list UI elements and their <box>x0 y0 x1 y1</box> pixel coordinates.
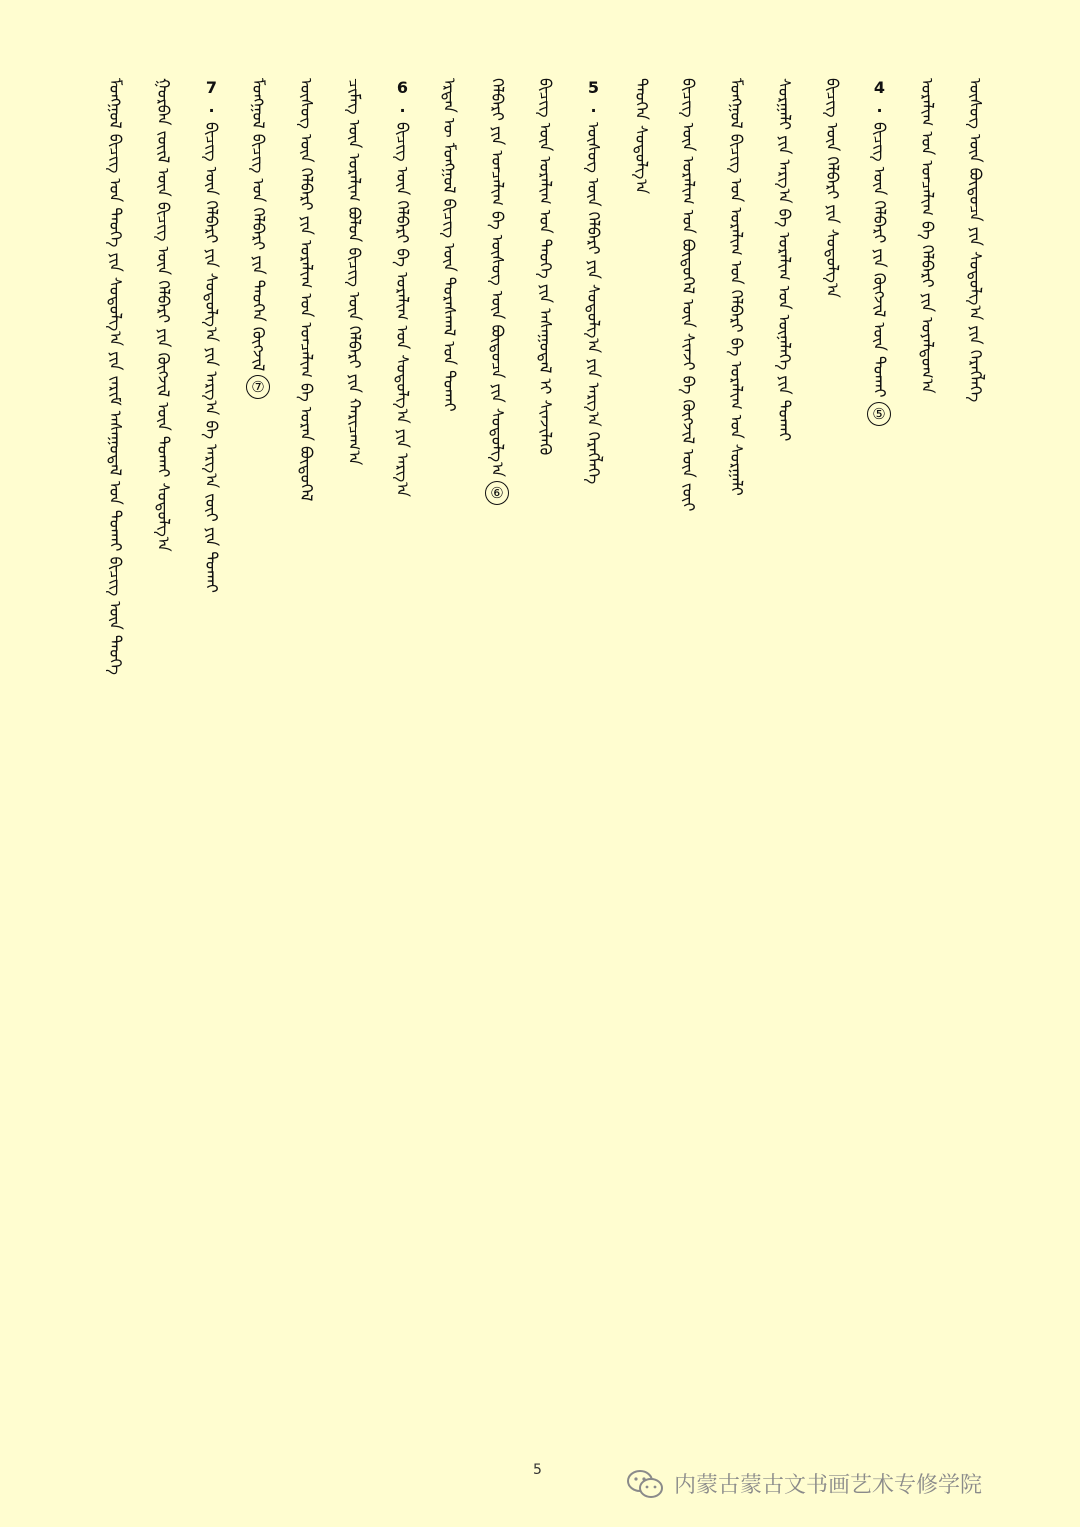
column-text: ᠦᠰᠦᠭ ᠦᠨ ᠬᠡᠯᠪᠡᠷᠢ ᠶᠢᠨ ᠤᠷᠠᠯᠢᠭ ᠤᠨ ᠤᠨᠴᠠᠯᠢᠭ ᠪᠠ ᠤᠷᠠᠨ ᠪᠦᠲᠦᠭᠡᠯ <box>297 78 316 502</box>
column-text: ᠰᠤᠷᠭᠠᠯᠢ ᠶᠢᠨ ᠠᠷᠭ᠎ᠠ ᠪᠠ ᠤᠷᠠᠯᠢᠭ ᠤᠨ ᠦᠨᠡᠯᠡᠭᠡ ᠶᠢᠨ ᠲᠤᠬᠠᠢ <box>775 78 794 442</box>
text-column <box>724 78 748 1448</box>
wechat-icon <box>626 1469 664 1499</box>
section-number: 5. <box>584 78 603 116</box>
section-number: 7. <box>202 78 221 116</box>
footnote-marker: ⑤ <box>867 402 891 426</box>
column-text: ᠪᠢᠴᠢᠭ ᠦᠨ ᠬᠡᠯᠪᠡᠷᠢ ᠶᠢᠨ ᠬᠥᠭᠵᠢᠯ ᠦᠨ ᠲᠤᠬᠠᠢ <box>870 122 889 398</box>
text-column <box>867 78 891 1448</box>
text-column <box>820 78 844 1448</box>
text-column <box>294 78 318 1448</box>
text-column <box>772 78 796 1448</box>
text-column <box>199 78 223 1448</box>
column-text: ᠪᠢᠴᠢᠭ ᠦᠨ ᠬᠡᠯᠪᠡᠷᠢ ᠶᠢᠨ ᠰᠤᠳᠤᠯᠭ᠎ᠠ <box>823 78 842 298</box>
column-text: ᠪᠢᠴᠢᠭ ᠦᠨ ᠬᠡᠯᠪᠡᠷᠢ ᠶᠢᠨ ᠰᠤᠳᠤᠯᠭ᠎ᠠ ᠶᠢᠨ ᠠᠷᠭ᠎ᠠ ᠪᠠ ᠠᠷᠭ᠎ᠠ ᠵᠦᠢ ᠶᠢᠨ ᠲᠤᠬᠠᠢ <box>202 122 221 593</box>
column-text: ᠦᠰᠦᠭ ᠦᠨ ᠪᠦᠲᠦᠴᠡ ᠶᠢᠨ ᠰᠤᠳᠤᠯᠭ᠎ᠠ ᠶᠢᠨ ᠬᠡᠷᠡᠭᠯᠡᠭᠡ <box>966 78 985 403</box>
text-column <box>533 78 557 1448</box>
column-text: ᠡᠷᠲᠡᠨ ᠦ ᠮᠣᠩᠭᠣᠯ ᠪᠢᠴᠢᠭ ᠦᠨ ᠳᠤᠷᠠᠰᠬᠠᠯ ᠤᠨ ᠲᠤᠬᠠᠢ <box>440 78 459 412</box>
text-column <box>151 78 175 1448</box>
watermark-text: 内蒙古蒙古文书画艺术专修学院 <box>674 1473 983 1498</box>
column-text: ᠪᠢᠴᠢᠭ ᠦᠨ ᠬᠡᠯᠪᠡᠷᠢ ᠪᠠ ᠤᠷᠠᠯᠢᠭ ᠤᠨ ᠰᠤᠳᠤᠯᠭ᠎ᠠ ᠶᠢᠨ ᠠᠷᠭ᠎ᠠ <box>393 122 412 497</box>
text-column <box>915 78 939 1448</box>
column-text: ᠪᠢᠴᠢᠭ ᠦᠨ ᠤᠷᠠᠯᠢᠭ ᠤᠨ ᠪᠦᠲᠦᠭᠡᠯ ᠦᠨ ᠰᠢᠨᠵᠢ ᠪᠠ ᠬᠥᠭᠵᠢᠯ ᠦᠨ ᠵᠦᠢ <box>679 78 698 512</box>
text-column <box>437 78 461 1448</box>
column-text: ᠮᠣᠩᠭᠣᠯ ᠪᠢᠴᠢᠭ ᠤᠨ ᠲᠡᠦᠬᠡ ᠶᠢᠨ ᠰᠤᠳᠤᠯᠭ᠎ᠠ ᠶᠢᠨ ᠵᠠᠷᠢᠮ ᠠᠰᠠᠭᠤᠳᠠᠯ ᠤᠨ ᠲᠤᠬᠠᠢ ᠪᠢᠴᠢᠭ ᠦᠨ ᠲᠡᠦᠬᠡ <box>106 78 125 675</box>
page-number: 5 <box>533 1462 542 1478</box>
text-column <box>581 78 605 1448</box>
column-text: ᠤᠷᠠᠯᠢᠭ ᠤᠨ ᠤᠨᠴᠠᠯᠢᠭ ᠪᠠ ᠬᠡᠯᠪᠡᠷᠢ ᠶᠢᠨ ᠤᠶᠠᠯᠳᠤᠭ᠎ᠠ <box>918 78 937 394</box>
column-text: ᠴᠢᠮᠡᠭ ᠦᠨ ᠤᠷᠠᠯᠢᠭ ᠪᠣᠯᠣᠨ ᠪᠢᠴᠢᠭ ᠦᠨ ᠬᠡᠯᠪᠡᠷᠢ ᠶᠢᠨ ᠬᠠᠷᠢᠴᠠᠭ᠎ᠠ <box>345 78 364 466</box>
text-column <box>676 78 700 1448</box>
text-column <box>103 78 127 1448</box>
section-number: 4. <box>870 78 889 116</box>
watermark <box>626 1468 982 1499</box>
column-text: ᠭᠤᠷᠪᠠᠨ ᠵᠦᠢᠯ ᠦᠨ ᠪᠢᠴᠢᠭ ᠦᠨ ᠬᠡᠯᠪᠡᠷᠢ ᠶᠢᠨ ᠬᠥᠭᠵᠢᠯ ᠦᠨ ᠲᠤᠬᠠᠢ ᠰᠤᠳᠤᠯᠭ᠎ᠠ <box>154 78 173 552</box>
text-column <box>390 78 414 1448</box>
text-column <box>963 78 987 1448</box>
text-column <box>629 78 653 1448</box>
column-text: ᠬᠡᠯᠪᠡᠷᠢ ᠶᠢᠨ ᠤᠨᠴᠠᠯᠢᠭ ᠪᠠ ᠦᠰᠦᠭ ᠦᠨ ᠪᠦᠲᠦᠴᠡ ᠶᠢᠨ ᠰᠤᠳᠤᠯᠭ᠎ᠠ <box>488 78 507 477</box>
text-column <box>342 78 366 1448</box>
column-text: ᠪᠢᠴᠢᠭ ᠦᠨ ᠤᠷᠠᠯᠢᠭ ᠤᠨ ᠲᠡᠦᠬᠡ ᠶᠢᠨ ᠠᠰᠠᠭᠤᠳᠠᠯ ᠢ ᠰᠢᠨᠵᠢᠯᠡᠬᠦ <box>536 78 555 456</box>
text-column <box>246 78 270 1448</box>
text-column <box>485 78 509 1448</box>
column-text: ᠲᠡᠦᠬᠡᠨ ᠰᠤᠳᠤᠯᠭ᠎ᠠ <box>632 78 651 195</box>
column-text: ᠮᠣᠩᠭᠣᠯ ᠪᠢᠴᠢᠭ ᠤᠨ ᠬᠡᠯᠪᠡᠷᠢ ᠶᠢᠨ ᠲᠡᠦᠬᠡᠨ ᠬᠥᠭᠵᠢᠯ <box>249 78 268 372</box>
footnote-marker: ⑦ <box>246 375 270 399</box>
column-text: ᠮᠣᠩᠭᠣᠯ ᠪᠢᠴᠢᠭ ᠤᠨ ᠤᠷᠠᠯᠢᠭ ᠤᠨ ᠬᠡᠯᠪᠡᠷᠢ ᠪᠠ ᠤᠷᠠᠯᠢᠭ ᠤᠨ ᠰᠤᠷᠭᠠᠯᠢ <box>727 78 746 496</box>
section-number: 6. <box>393 78 412 116</box>
column-text: ᠦᠰᠦᠭ ᠦᠨ ᠬᠡᠯᠪᠡᠷᠢ ᠶᠢᠨ ᠰᠤᠳᠤᠯᠭ᠎ᠠ ᠶᠢᠨ ᠠᠷᠭ᠎ᠠ ᠬᠡᠷᠡᠭᠯᠡᠭᠡ <box>584 122 603 485</box>
footnote-marker: ⑥ <box>485 481 509 505</box>
